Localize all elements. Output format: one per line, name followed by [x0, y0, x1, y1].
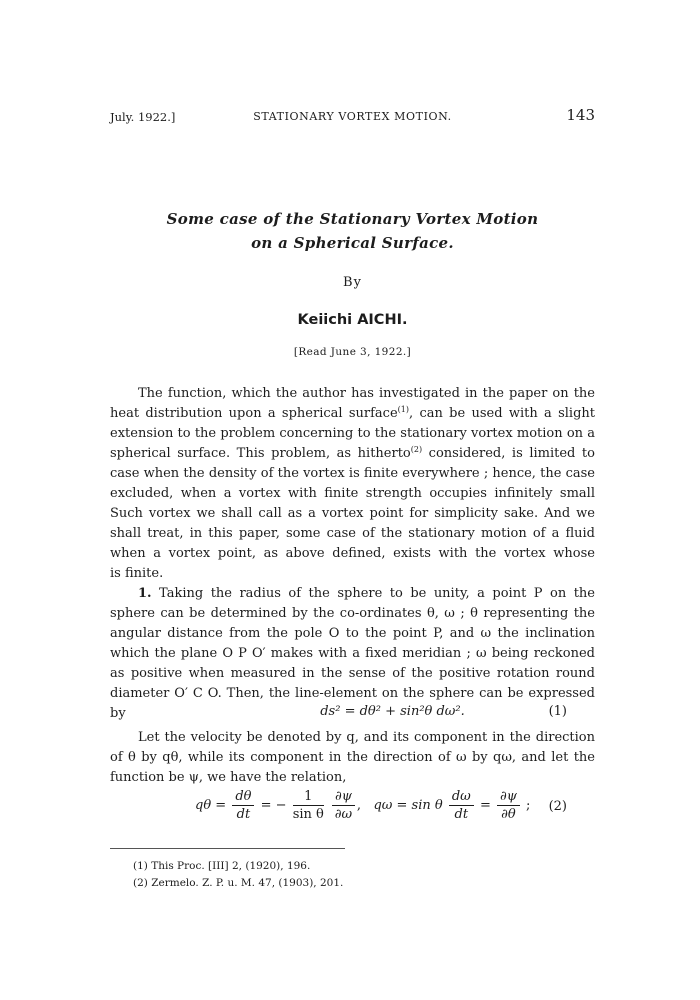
paragraph-section-1	[110, 584, 595, 724]
article-title	[110, 207, 595, 255]
footnote-1: (1) This Proc. [III] 2, (1920), 196.	[133, 860, 311, 872]
equation-1	[110, 704, 595, 726]
footnote-2: (2) Zermelo. Z. P. u. M. 47, (1903), 201.	[133, 877, 344, 889]
title-line-2: on a Spherical Surface.	[251, 234, 454, 252]
paragraph-velocity	[110, 728, 595, 788]
text-line: case when the density of the vortex is finite everywhere ; hence, the case	[110, 466, 595, 481]
text-line: 1. Taking the radius of the sphere to be unity, a point P on the	[138, 586, 595, 601]
text-line: is finite.	[110, 566, 164, 581]
text-line: which the plane O P O′ makes with a fixed meridian ; ω being reckoned	[110, 646, 595, 661]
footnote-ref: (2)	[410, 445, 423, 454]
equation-1-number: (1)	[548, 704, 567, 719]
running-title: STATIONARY VORTEX MOTION.	[253, 110, 452, 123]
running-head	[110, 106, 595, 128]
byline: By	[343, 275, 362, 290]
text-line: excluded, when a vortex with finite strength occupies infinitely small	[110, 486, 595, 501]
page-number: 143	[566, 106, 595, 124]
text-line: when a vortex point, as above defined, exists with the vortex whose	[110, 546, 595, 561]
fraction: $\frac{\partial\psi}{\partial\omega}$	[332, 788, 355, 823]
text-line: heat distribution upon a spherical surface$^{(1)}$, can be used with a slight	[110, 405, 595, 421]
text-line: by	[110, 706, 126, 721]
footnote-rule	[110, 848, 345, 849]
text-line: of θ by qθ, while its component in the direction of ω by qω, and let the	[110, 750, 595, 765]
fraction: $\frac{d\theta}{dt}$	[232, 788, 254, 823]
equation-2-body: qθ = $\frac{d\theta}{dt}$ = − $\frac{1}{\text{sin θ}}$ $\frac{\partial\psi}{\partial\omega}$ , qω = sin θ $\frac{d\omega}{dt}$ = $\frac{\partial\psi}{\partial\theta}$ ;	[195, 789, 531, 822]
text-line: spherical surface. This problem, as hitherto$^{(2)}$ considered, is limited to	[110, 445, 595, 461]
footnotes	[133, 858, 343, 892]
text-line: angular distance from the pole O to the point P, and ω the inclination	[110, 626, 595, 641]
text-line: shall treat, in this paper, some case of the stationary motion of a fluid	[110, 526, 595, 541]
author-name: Keiichi AICHI.	[297, 312, 408, 328]
fraction: $\frac{1}{\text{sin θ}}$	[292, 789, 324, 822]
section-number: 1.	[138, 586, 152, 601]
paragraph-intro	[110, 384, 595, 584]
text-line: sphere can be determined by the co-ordinates θ, ω ; θ representing the	[110, 606, 595, 621]
read-date: [Read June 3, 1922.]	[293, 346, 412, 358]
fraction: $\frac{\partial\psi}{\partial\theta}$	[497, 788, 520, 823]
text-line: diameter O′ C O. Then, the line-element on the sphere can be expressed	[110, 686, 595, 701]
footnote-ref: (1)	[397, 405, 409, 414]
equation-1-body: ds² = dθ² + sin²θ dω².	[320, 704, 465, 719]
equation-2-number: (2)	[548, 799, 567, 814]
text-line: Such vortex we shall call as a vortex point for simplicity sake. And we	[110, 506, 595, 521]
title-line-1: Some case of the Stationary Vortex Motion	[166, 210, 539, 228]
text-line: function be ψ, we have the relation,	[110, 770, 347, 785]
issue-date: July. 1922.]	[110, 110, 176, 124]
text-line: extension to the problem concerning to the stationary vortex motion on a	[110, 426, 595, 441]
text-line: as positive when measured in the sense of the positive rotation round	[110, 666, 595, 681]
equation-2	[110, 788, 595, 832]
text-line: Let the velocity be denoted by q, and its component in the direction	[138, 730, 595, 745]
fraction: $\frac{d\omega}{dt}$	[449, 788, 474, 823]
text-line: The function, which the author has investigated in the paper on the	[138, 386, 595, 401]
